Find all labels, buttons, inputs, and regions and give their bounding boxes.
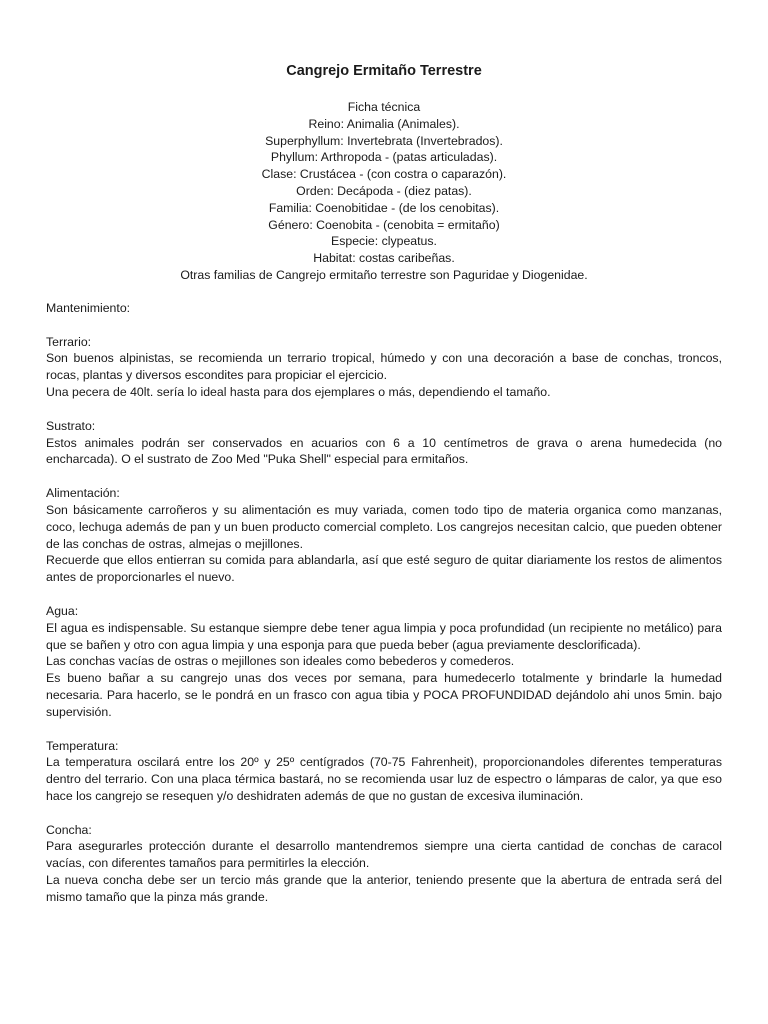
section-heading: Sustrato: <box>46 418 96 433</box>
mantenimiento-heading: Mantenimiento: <box>46 300 131 315</box>
ficha-line: Otras familias de Cangrejo ermitaño terrestre son Paguridae y Diogenidae. <box>180 267 588 282</box>
document-title: Cangrejo Ermitaño Terrestre <box>286 63 482 79</box>
section-temperatura <box>46 738 722 805</box>
ficha-line: Clase: Crustácea - (con costra o caparazón). <box>261 167 507 182</box>
section-paragraph: El agua es indispensable. Su estanque siempre debe tener agua limpia y poca profundidad (un recipiente no metálico) para que se bañen y otro con agua limpia y una esponja para que pueda beber (agua previamente desclorificada). <box>46 620 722 652</box>
ficha-line: Phyllum: Arthropoda - (patas articuladas). <box>270 150 498 165</box>
section-heading: Alimentación: <box>46 486 120 501</box>
section-paragraph: La temperatura oscilará entre los 20º y 25º centígrados (70-75 Fahrenheit), proporcionandoles diferentes temperaturas dentro del terrario. Con una placa térmica bastará, no se recomienda usar luz de espectro o lámparas de calor, ya que eso hace los cangrejo se resequen y/o deshidraten además de que no gustan de excesiva iluminación. <box>46 755 722 803</box>
ficha-line: Familia: Coenobitidae - (de los cenobitas). <box>268 200 500 215</box>
ficha-line: Superphyllum: Invertebrata (Invertebrados). <box>265 133 503 148</box>
section-paragraph: Estos animales podrán ser conservados en acuarios con 6 a 10 centímetros de grava o arena humedecida (no encharcada). O el sustrato de Zoo Med "Puka Shell" especial para ermitaños. <box>46 435 722 467</box>
ficha-line: Ficha técnica <box>347 100 421 114</box>
section-paragraph: La nueva concha debe ser un tercio más grande que la anterior, teniendo presente que la abertura de entrada será del mismo tamaño que la pinza más grande. <box>46 873 722 904</box>
section-concha <box>46 822 722 906</box>
section-agua <box>46 603 722 721</box>
section-paragraph: Son buenos alpinistas, se recomienda un terrario tropical, húmedo y con una decoración a base de conchas, troncos, rocas, plantas y diversos escondites para propiciar el ejercicio. <box>46 351 722 383</box>
ficha-line: Orden: Decápoda - (diez patas). <box>296 183 472 198</box>
section-terrario <box>46 334 722 401</box>
section-paragraph: Es bueno bañar a su cangrejo unas dos veces por semana, para humedecerlo totalmente y brindarle la humedad necesaria. Para hacerlo, se le pondrá en un frasco con agua tibia y POCA PROFUNDIDAD dejándolo ahi unos 5min. bajo supervisión. <box>46 671 722 719</box>
section-heading: Concha: <box>46 822 92 837</box>
section-paragraph: Las conchas vacías de ostras o mejillones son ideales como bebederos y comederos. <box>46 654 515 669</box>
section-paragraph: Para asegurarles protección durante el desarrollo mantendremos siempre una cierta cantidad de conchas de caracol vacías, con diferentes tamaños para permitirles la elección. <box>46 839 722 871</box>
section-heading: Terrario: <box>46 334 92 349</box>
ficha-line: Reino: Animalia (Animales). <box>308 116 460 131</box>
section-alimentacion <box>46 485 722 586</box>
section-heading: Temperatura: <box>46 738 119 753</box>
ficha-tecnica-block <box>46 99 722 284</box>
ficha-line: Habitat: costas caribeñas. <box>313 251 455 266</box>
section-heading: Agua: <box>46 603 79 618</box>
ficha-line: Especie: clypeatus. <box>331 234 437 249</box>
section-sustrato <box>46 418 722 468</box>
section-paragraph: Son básicamente carroñeros y su alimentación es muy variada, comen todo tipo de materia organica como manzanas, coco, lechuga además de pan y un buen producto comercial completo. Los cangrejos necesitan calcio, que pueden obtener de las conchas de ostras, almejas o mejillones. <box>46 502 722 551</box>
section-paragraph: Recuerde que ellos entierran su comida para ablandarla, así que esté seguro de quitar diariamente los restos de alimentos antes de proporcionarles el nuevo. <box>46 553 722 585</box>
ficha-line: Género: Coenobita - (cenobita = ermitaño) <box>268 217 500 232</box>
section-paragraph: Una pecera de 40lt. sería lo ideal hasta para dos ejemplares o más, dependiendo el tamaño. <box>46 384 551 399</box>
